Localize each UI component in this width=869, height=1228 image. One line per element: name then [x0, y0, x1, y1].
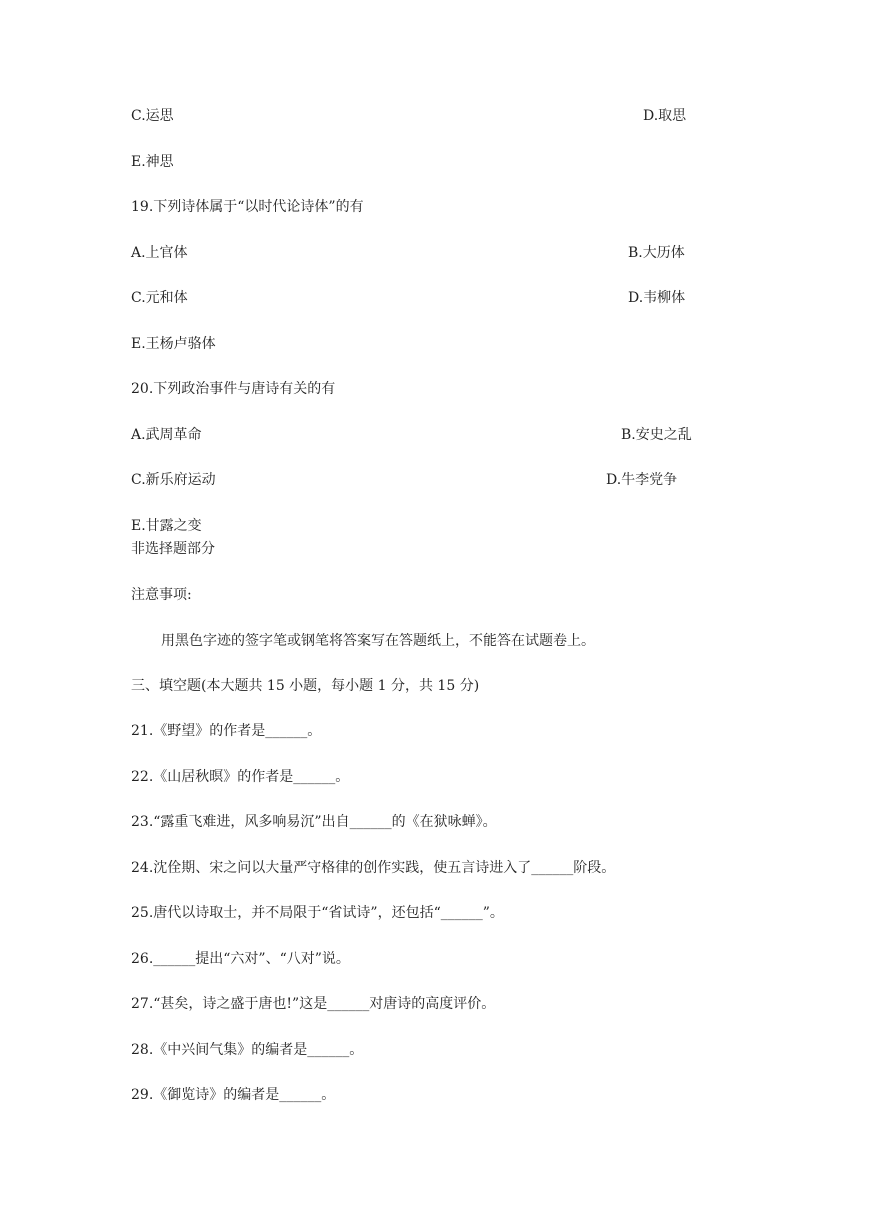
q18-option-d: D.取思: [643, 108, 687, 124]
section3-heading: 三、填空题(本大题共 15 小题，每小题 1 分，共 15 分): [131, 678, 480, 694]
q19-option-b: B.大历体: [628, 245, 685, 261]
q20-option-e: E.甘露之变: [131, 518, 202, 534]
question-24: 24.沈佺期、宋之问以大量严守格律的创作实践，使五言诗进入了______阶段。: [131, 860, 616, 876]
q19-option-e: E.王杨卢骆体: [131, 336, 216, 352]
q18-option-c: C.运思: [131, 108, 174, 124]
q20-option-d: D.牛李党争: [606, 472, 678, 488]
question-25: 25.唐代以诗取士，并不局限于“省试诗”，还包括“______”。: [131, 905, 504, 921]
notice-label: 注意事项:: [131, 587, 192, 603]
q19-option-d: D.韦柳体: [628, 290, 686, 306]
q20-option-a: A.武周革命: [131, 427, 202, 443]
q20-option-c: C.新乐府运动: [131, 472, 216, 488]
q19-option-a: A.上官体: [131, 245, 188, 261]
question-23: 23.“露重飞难进，风多响易沉”出自______的《在狱咏蝉》。: [131, 814, 497, 830]
q20-option-b: B.安史之乱: [621, 427, 692, 443]
question-22: 22.《山居秋暝》的作者是______。: [131, 769, 350, 785]
q18-option-e: E.神思: [131, 154, 174, 170]
notice-text: 用黑色字迹的签字笔或钢笔将答案写在答题纸上，不能答在试题卷上。: [161, 633, 595, 649]
question-26: 26.______提出“六对”、“八对”说。: [131, 951, 350, 967]
q20-stem: 20.下列政治事件与唐诗有关的有: [131, 381, 336, 397]
question-21: 21.《野望》的作者是______。: [131, 723, 322, 739]
question-29: 29.《御览诗》的编者是______。: [131, 1087, 336, 1103]
question-28: 28.《中兴间气集》的编者是______。: [131, 1042, 364, 1058]
q19-stem: 19.下列诗体属于“以时代论诗体”的有: [131, 199, 364, 215]
q19-option-c: C.元和体: [131, 290, 188, 306]
question-27: 27.“甚矣，诗之盛于唐也!”这是______对唐诗的高度评价。: [131, 996, 496, 1012]
non-choice-title: 非选择题部分: [131, 541, 215, 557]
